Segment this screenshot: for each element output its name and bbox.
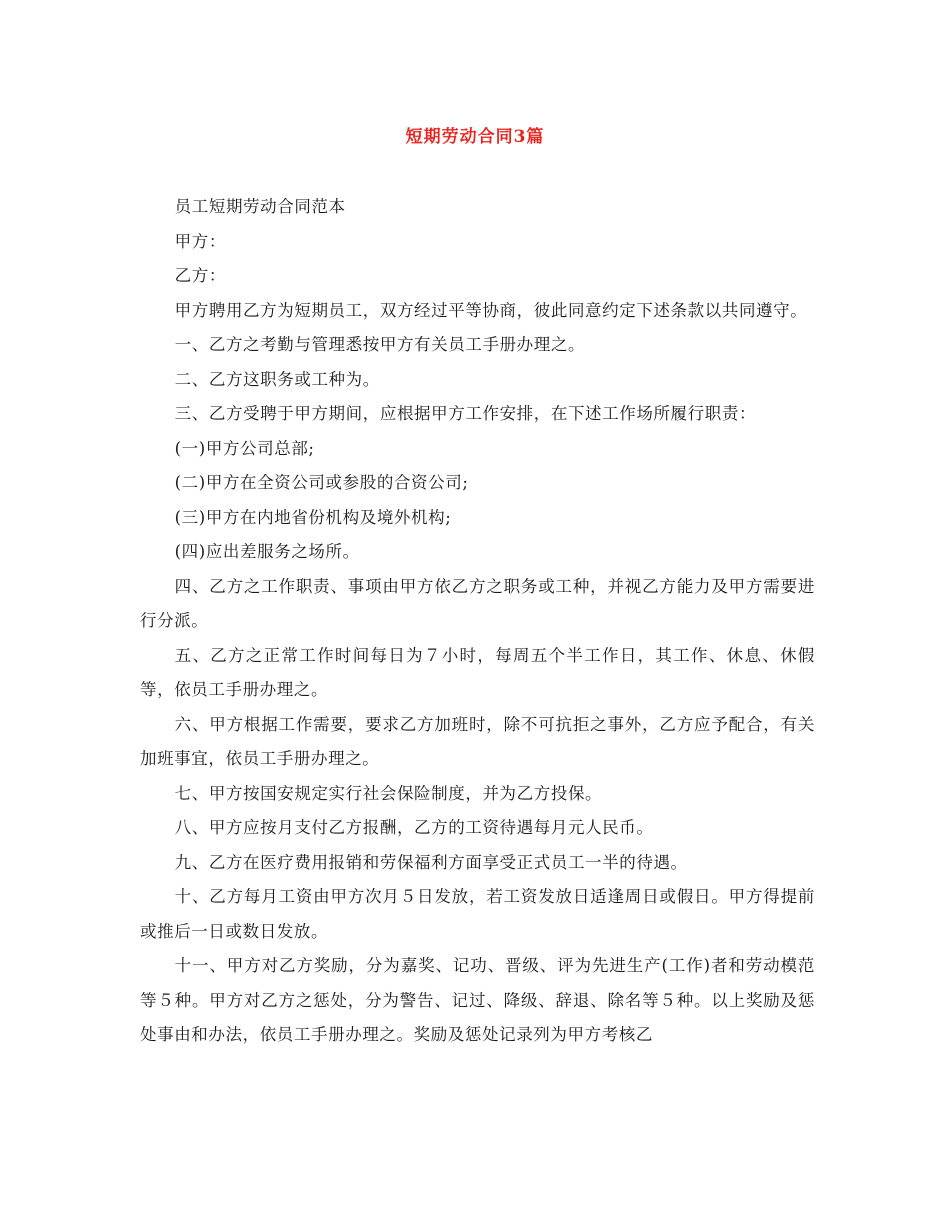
paragraph-clause-6: 六、甲方根据工作需要，要求乙方加班时，除不可抗拒之事外，乙方应予配合，有关加班事宜，依员工手册办理之。	[140, 714, 815, 768]
paragraph-clause-3-item-2: (二)甲方在全资公司或参股的合资公司;	[174, 473, 469, 492]
paragraph-clause-7: 七、甲方按国安规定实行社会保险制度，并为乙方投保。	[174, 783, 603, 803]
paragraph-clause-9: 九、乙方在医疗费用报销和劳保福利方面享受正式员工一半的待遇。	[174, 852, 688, 872]
paragraph-clause-8: 八、甲方应按月支付乙方报酬，乙方的工资待遇每月元人民币。	[174, 818, 654, 837]
paragraph-clause-4: 四、乙方之工作职责、事项由甲方依乙方之职务或工种，并视乙方能力及甲方需要进行分派。	[140, 576, 815, 630]
paragraph-clause-10: 十、乙方每月工资由甲方次月５日发放，若工资发放日适逢周日或假日。甲方得提前或推后一日或数日发放。	[140, 887, 815, 941]
paragraph-preamble: 甲方聘用乙方为短期员工，双方经过平等协商，彼此同意约定下述条款以共同遵守。	[174, 300, 808, 320]
paragraph-clause-3-item-3: (三)甲方在内地省份机构及境外机构;	[174, 507, 452, 527]
document-body	[140, 190, 815, 1053]
paragraph-clause-1: 一、乙方之考勤与管理悉按甲方有关员工手册办理之。	[174, 335, 586, 354]
paragraph-clause-3-item-4: (四)应出差服务之场所。	[174, 542, 360, 561]
paragraph-subtitle: 员工短期劳动合同范本	[174, 197, 346, 216]
paragraph-clause-5: 五、乙方之正常工作时间每日为７小时，每周五个半工作日，其工作、休息、休假等，依员工手册办理之。	[140, 645, 815, 699]
paragraph-clause-3: 三、乙方受聘于甲方期间，应根据甲方工作安排，在下述工作场所履行职责：	[174, 404, 757, 423]
paragraph-party-b: 乙方：	[174, 266, 226, 285]
paragraph-clause-3-item-1: (一)甲方公司总部;	[174, 438, 315, 458]
document-title: 短期劳动合同3篇	[405, 127, 545, 147]
paragraph-party-a: 甲方：	[174, 231, 226, 251]
paragraph-clause-11: 十一、甲方对乙方奖励，分为嘉奖、记功、晋级、评为先进生产(工作)者和劳动模范等５种。甲方对乙方之惩处，分为警告、记过、降级、辞退、除名等５种。以上奖励及惩处事由和办法，依员工手册办理之。奖励及惩处记录列为甲方考核乙	[140, 956, 815, 1044]
paragraph-clause-2: 二、乙方这职务或工种为。	[174, 369, 380, 389]
